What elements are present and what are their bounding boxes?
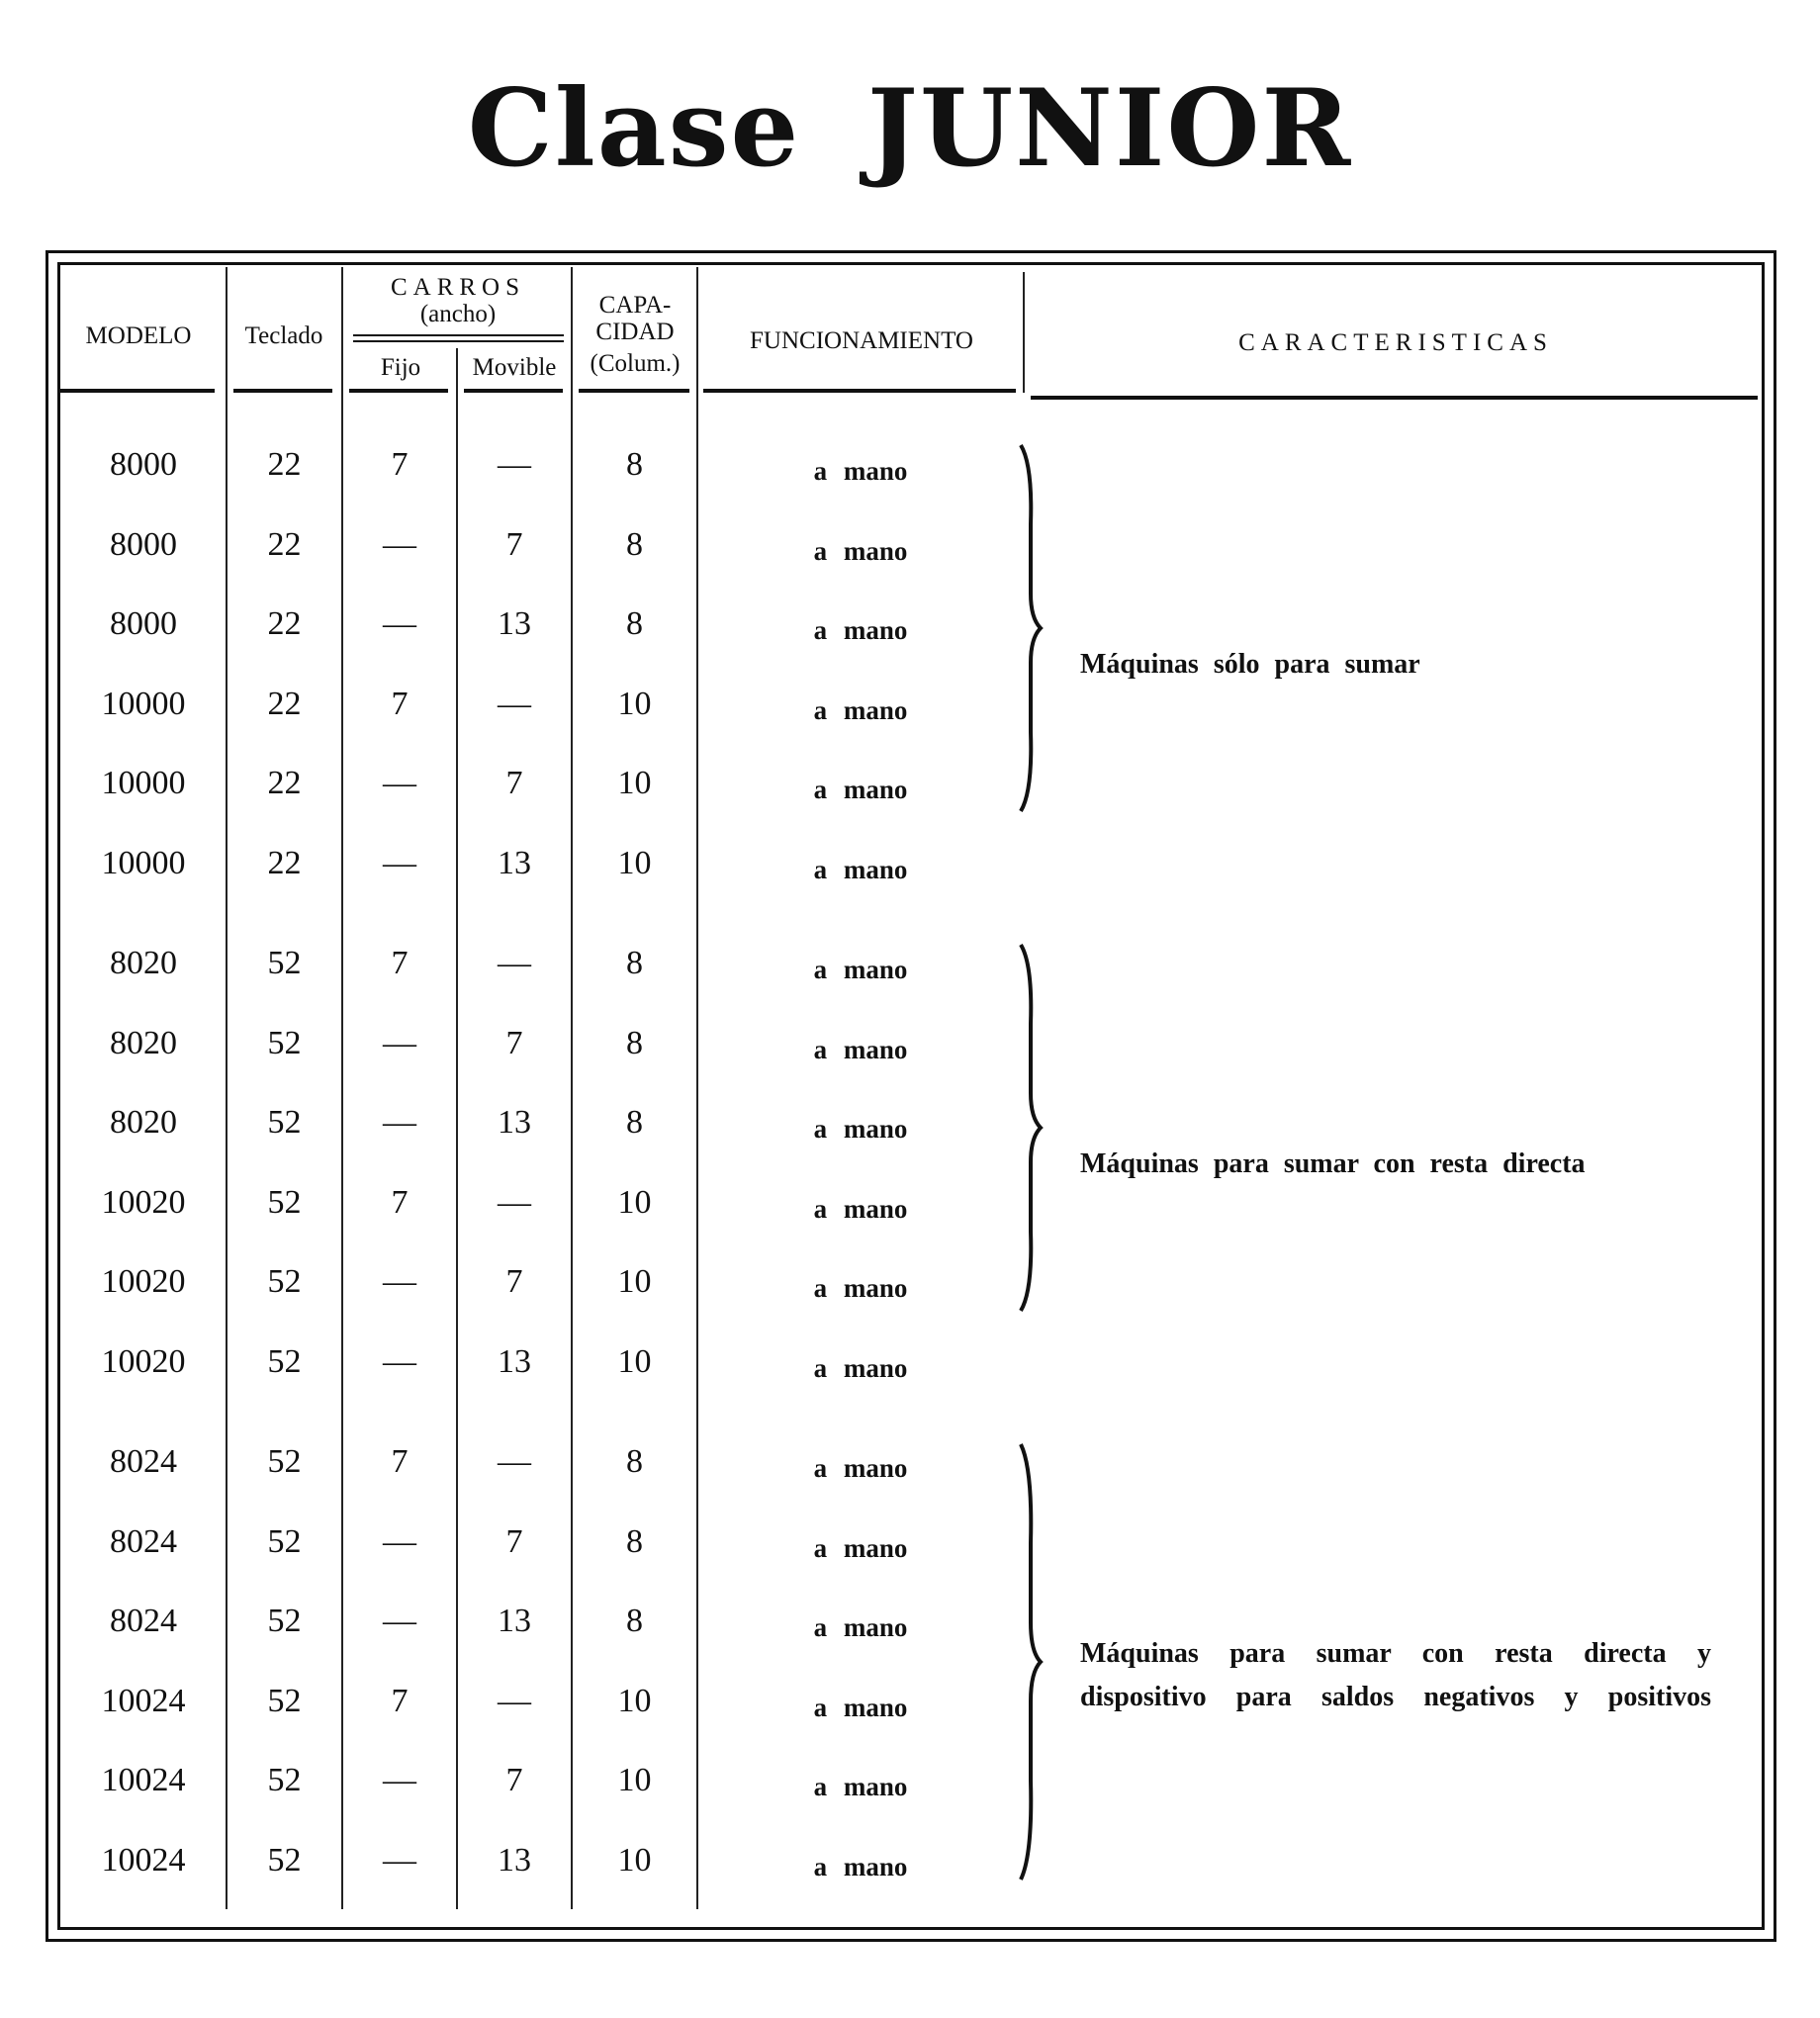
- cell-teclado: 52: [267, 1183, 302, 1221]
- group-description: [1080, 1143, 1753, 1186]
- column-divider: [571, 267, 573, 1909]
- cell-teclado: 22: [267, 525, 302, 563]
- cell-movible: 7: [505, 765, 523, 801]
- cell-funcionamiento: a mano: [813, 535, 908, 566]
- cell-modelo: 8000: [110, 446, 177, 483]
- cell-fijo: —: [383, 1522, 416, 1560]
- cell-fijo: —: [383, 1263, 416, 1300]
- header-rule: [349, 389, 448, 393]
- cell-teclado: 52: [267, 1443, 302, 1480]
- cell-funcionamiento: a mano: [813, 1114, 908, 1144]
- cell-fijo: 7: [391, 1443, 409, 1480]
- cell-fijo: —: [383, 844, 416, 881]
- cell-teclado: 22: [267, 446, 302, 483]
- cell-fijo: —: [383, 1603, 416, 1639]
- cell-movible: 13: [498, 1104, 531, 1141]
- cell-modelo: 10020: [101, 1263, 186, 1300]
- cell-funcionamiento: a mano: [813, 694, 908, 725]
- cell-movible: 7: [505, 1762, 523, 1798]
- cell-modelo: 10020: [101, 1342, 186, 1380]
- cell-movible: —: [498, 446, 531, 483]
- header-rule: [1031, 396, 1758, 400]
- cell-funcionamiento: a mano: [813, 955, 908, 984]
- header-rule: [464, 389, 563, 393]
- cell-funcionamiento: a mano: [813, 1692, 908, 1722]
- cell-fijo: 7: [391, 685, 409, 722]
- cell-movible: 13: [498, 1603, 531, 1639]
- cell-fijo: —: [383, 1762, 416, 1798]
- cell-capacidad: 8: [626, 1024, 643, 1061]
- cell-teclado: 52: [267, 1762, 302, 1798]
- cell-modelo: 8024: [110, 1443, 177, 1480]
- cell-movible: 7: [505, 525, 523, 563]
- group-description-line: Máquinas sólo para sumar: [1080, 649, 1420, 680]
- cell-fijo: —: [383, 1104, 416, 1141]
- header-capacidad-2: CIDAD: [595, 319, 675, 345]
- group-brace: [1019, 1444, 1048, 1880]
- cell-funcionamiento: a mano: [813, 1772, 908, 1801]
- cell-teclado: 52: [267, 1603, 302, 1639]
- cell-capacidad: 8: [626, 1104, 643, 1141]
- header-rule: [703, 389, 1016, 393]
- cell-teclado: 52: [267, 1263, 302, 1300]
- cell-teclado: 22: [267, 605, 302, 642]
- cell-modelo: 10024: [101, 1682, 186, 1719]
- cell-capacidad: 8: [626, 945, 643, 981]
- cell-capacidad: 10: [617, 1762, 652, 1798]
- header-capacidad-1: CAPA-: [598, 292, 672, 319]
- cell-fijo: —: [383, 1841, 416, 1879]
- cell-teclado: 52: [267, 1682, 302, 1719]
- cell-teclado: 52: [267, 1024, 302, 1061]
- cell-movible: 7: [505, 1522, 523, 1560]
- cell-modelo: 8000: [110, 605, 177, 642]
- cell-modelo: 8020: [110, 1104, 177, 1141]
- cell-movible: —: [498, 1443, 531, 1480]
- cell-fijo: —: [383, 605, 416, 642]
- cell-movible: —: [498, 1183, 531, 1221]
- cell-funcionamiento: a mano: [813, 1273, 908, 1303]
- cell-modelo: 8020: [110, 1024, 177, 1061]
- column-divider: [1023, 272, 1025, 393]
- cell-teclado: 52: [267, 1104, 302, 1141]
- carros-rule: [353, 340, 564, 342]
- cell-fijo: —: [383, 1024, 416, 1061]
- group-description: [1080, 643, 1674, 687]
- group-description-line: Máquinas para sumar con resta directa: [1080, 1148, 1586, 1179]
- cell-funcionamiento: a mano: [813, 775, 908, 804]
- group-description-line: Máquinas para sumar con resta directa y: [1080, 1638, 1711, 1669]
- cell-capacidad: 8: [626, 1603, 643, 1639]
- cell-fijo: 7: [391, 1682, 409, 1719]
- header-rule: [579, 389, 689, 393]
- header-fijo: Fijo: [380, 354, 421, 381]
- cell-capacidad: 10: [617, 1342, 652, 1380]
- header-rule: [233, 389, 332, 393]
- cell-funcionamiento: a mano: [813, 1193, 908, 1224]
- header-carros-ancho: (ancho): [419, 301, 497, 327]
- header-funcionamiento: FUNCIONAMIENTO: [750, 327, 973, 354]
- cell-fijo: —: [383, 525, 416, 563]
- cell-teclado: 52: [267, 1841, 302, 1879]
- cell-capacidad: 10: [617, 844, 652, 881]
- cell-funcionamiento: a mano: [813, 615, 908, 645]
- cell-modelo: 8024: [110, 1522, 177, 1560]
- header-capacidad-3: (Colum.): [590, 350, 681, 377]
- cell-funcionamiento: a mano: [813, 456, 908, 486]
- cell-teclado: 22: [267, 685, 302, 722]
- cell-capacidad: 8: [626, 525, 643, 563]
- cell-modelo: 8000: [110, 525, 177, 563]
- column-divider: [696, 267, 698, 1909]
- cell-capacidad: 8: [626, 605, 643, 642]
- carros-rule: [353, 334, 564, 336]
- cell-funcionamiento: a mano: [813, 1453, 908, 1483]
- cell-fijo: —: [383, 1342, 416, 1380]
- cell-movible: —: [498, 945, 531, 981]
- group-brace: [1019, 445, 1048, 811]
- cell-capacidad: 10: [617, 1682, 652, 1719]
- cell-modelo: 10020: [101, 1183, 186, 1221]
- cell-teclado: 22: [267, 844, 302, 881]
- cell-modelo: 8024: [110, 1603, 177, 1639]
- cell-capacidad: 10: [617, 1841, 652, 1879]
- header-modelo: MODELO: [85, 322, 192, 349]
- cell-capacidad: 8: [626, 1443, 643, 1480]
- cell-movible: 7: [505, 1024, 523, 1061]
- cell-funcionamiento: a mano: [813, 1612, 908, 1642]
- cell-capacidad: 10: [617, 1263, 652, 1300]
- cell-movible: —: [498, 685, 531, 722]
- cell-fijo: 7: [391, 1183, 409, 1221]
- cell-capacidad: 8: [626, 1522, 643, 1560]
- cell-funcionamiento: a mano: [813, 1352, 908, 1383]
- cell-teclado: 52: [267, 1522, 302, 1560]
- cell-teclado: 22: [267, 765, 302, 801]
- cell-movible: 7: [505, 1263, 523, 1300]
- cell-modelo: 10024: [101, 1762, 186, 1798]
- cell-funcionamiento: a mano: [813, 1851, 908, 1881]
- group-description: [1080, 1632, 1711, 1719]
- header-caracteristicas: CARACTERISTICAS: [1238, 329, 1553, 356]
- cell-funcionamiento: a mano: [813, 1034, 908, 1064]
- cell-movible: 13: [498, 1841, 531, 1879]
- cell-modelo: 10000: [101, 685, 186, 722]
- group-brace: [1019, 945, 1048, 1311]
- cell-movible: —: [498, 1682, 531, 1719]
- cell-capacidad: 8: [626, 446, 643, 483]
- column-divider: [341, 267, 343, 1909]
- cell-movible: 13: [498, 844, 531, 881]
- cell-capacidad: 10: [617, 765, 652, 801]
- cell-modelo: 8020: [110, 945, 177, 981]
- header-teclado: Teclado: [244, 322, 323, 349]
- cell-teclado: 52: [267, 945, 302, 981]
- cell-capacidad: 10: [617, 1183, 652, 1221]
- header-rule: [59, 389, 215, 393]
- page-title: Clase JUNIOR: [467, 66, 1353, 191]
- cell-fijo: 7: [391, 446, 409, 483]
- cell-funcionamiento: a mano: [813, 1532, 908, 1563]
- cell-capacidad: 10: [617, 685, 652, 722]
- column-divider: [226, 267, 228, 1909]
- cell-movible: 13: [498, 605, 531, 642]
- cell-modelo: 10000: [101, 765, 186, 801]
- header-carros: CARROS: [390, 274, 526, 301]
- cell-funcionamiento: a mano: [813, 854, 908, 884]
- cell-fijo: —: [383, 765, 416, 801]
- cell-fijo: 7: [391, 945, 409, 981]
- cell-movible: 13: [498, 1342, 531, 1380]
- cell-teclado: 52: [267, 1342, 302, 1380]
- group-description-line: dispositivo para saldos negativos y positivos: [1080, 1682, 1711, 1712]
- cell-modelo: 10000: [101, 844, 186, 881]
- cell-modelo: 10024: [101, 1841, 186, 1879]
- header-movible: Movible: [472, 354, 557, 381]
